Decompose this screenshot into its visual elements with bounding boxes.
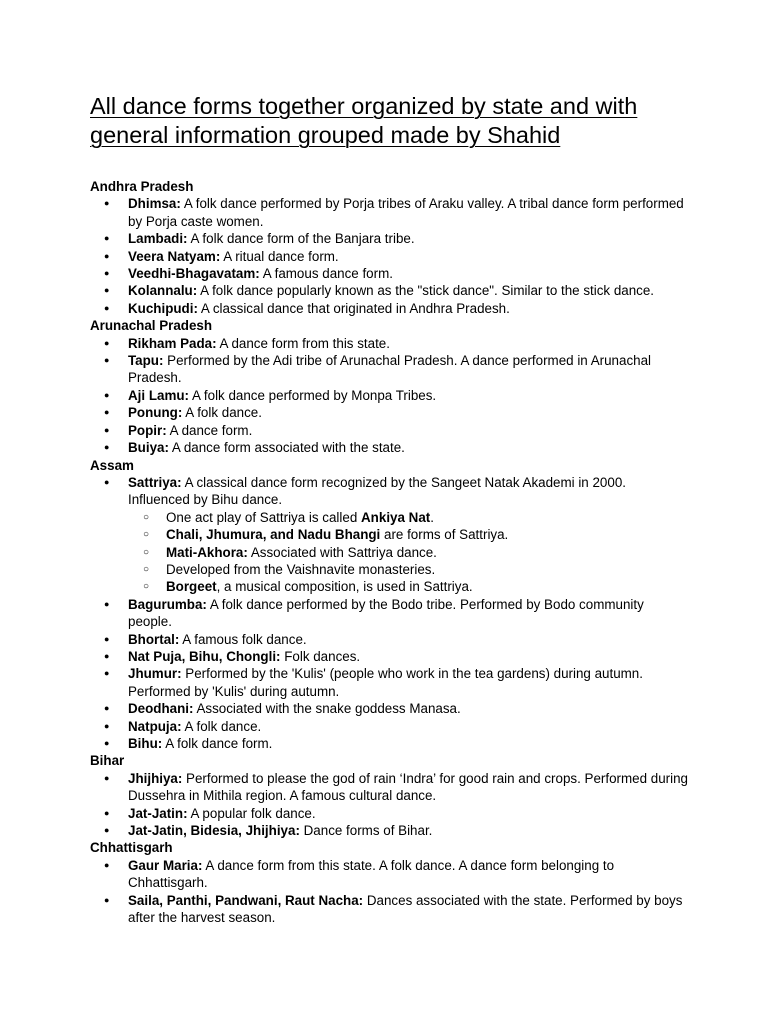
dance-list-item: [90, 822, 690, 839]
sub-item-text: Developed from the Vaishnavite monasteries.: [166, 561, 436, 577]
sub-list-item: [128, 509, 690, 526]
dance-description: A classical dance that originated in Andhra Pradesh.: [197, 300, 510, 316]
dance-description: A folk dance performed by Porja tribes of Araku valley. A tribal dance form performed by Porja caste women.: [128, 196, 684, 229]
dance-list: [90, 770, 690, 840]
dance-list-item: [90, 248, 690, 265]
dance-name: Jat-Jatin:: [128, 805, 188, 821]
state-heading: Bihar: [90, 753, 125, 769]
dance-list-item: [90, 735, 690, 752]
dance-description: A famous folk dance.: [179, 631, 307, 647]
document-page: [90, 92, 690, 926]
dance-name: Natpuja:: [128, 718, 182, 734]
dance-list-item: [90, 857, 690, 892]
state-heading: Assam: [90, 457, 134, 473]
dance-list-item: [90, 648, 690, 665]
dance-name: Deodhani:: [128, 701, 194, 717]
dance-description: Performed to please the god of rain ‘Indra’ for good rain and crops. Performed during Dussehra in Mithila region. A famous cultural dance.: [128, 770, 688, 804]
sub-item-bold-text: Chali, Jhumura, and Nadu Bhangi: [166, 527, 381, 543]
dance-description: A classical dance form recognized by the Sangeet Natak Akademi in 2000. Influenced by Bihu dance.: [128, 474, 626, 508]
dance-list-item: [90, 700, 690, 717]
dance-name: Jat-Jatin, Bidesia, Jhijhiya:: [128, 823, 300, 839]
sub-item-text: .: [430, 509, 434, 525]
dance-name: Kolannalu:: [128, 283, 198, 299]
state-heading: Chhattisgarh: [90, 840, 173, 856]
dance-description: Performed by the Adi tribe of Arunachal Pradesh. A dance performed in Arunachal Pradesh.: [128, 353, 652, 386]
dance-description: A folk dance performed by the Bodo tribe. Performed by Bodo community people.: [128, 596, 644, 630]
dance-description: Dance forms of Bihar.: [299, 823, 433, 839]
dance-description: A dance form.: [166, 422, 253, 438]
dance-name: Bihu:: [128, 736, 163, 751]
dance-list-item: [90, 265, 690, 282]
sub-list-item: [128, 561, 690, 578]
dance-list-item: [90, 770, 690, 805]
dance-list-item: [90, 352, 690, 387]
sub-item-text: are forms of Sattriya.: [380, 527, 509, 543]
dance-name: Veera Natyam:: [128, 248, 221, 264]
dance-description: A dance form associated with the state.: [168, 440, 405, 456]
dance-name: Popir:: [128, 422, 167, 438]
state-heading: Arunachal Pradesh: [90, 318, 213, 334]
dance-description: A folk dance performed by Monpa Tribes.: [189, 387, 437, 403]
dance-name: Bagurumba:: [128, 596, 207, 612]
dance-description: A folk dance form of the Banjara tribe.: [187, 231, 415, 247]
dance-description: A dance form from this state.: [216, 335, 390, 351]
sub-item-text: One act play of Sattriya is called: [166, 509, 362, 525]
dance-list-item: [90, 474, 690, 596]
sub-list: [128, 509, 690, 596]
dance-name: Lambadi:: [128, 231, 188, 247]
dance-list-item: [90, 805, 690, 822]
dance-description: A famous dance form.: [259, 266, 393, 282]
dance-description: Folk dances.: [280, 648, 361, 664]
dance-description: A popular folk dance.: [187, 805, 316, 821]
dance-name: Buiya:: [128, 440, 169, 456]
dance-name: Sattriya:: [128, 474, 182, 490]
sub-item-text: Associated with Sattriya dance.: [247, 544, 437, 560]
dance-list-item: [90, 404, 690, 421]
sub-item-bold-text: Ankiya Nat: [361, 509, 431, 525]
sub-list-item: [128, 578, 690, 595]
dance-description: A folk dance.: [182, 405, 262, 421]
dance-list-item: [90, 892, 690, 927]
dance-name: Ponung:: [128, 405, 183, 421]
dance-name: Jhumur:: [128, 666, 182, 682]
dance-name: Tapu:: [128, 353, 164, 369]
dance-list-item: [90, 422, 690, 439]
dance-name: Jhijhiya:: [128, 770, 183, 786]
dance-description: A folk dance.: [181, 718, 262, 734]
dance-list-item: [90, 335, 690, 352]
dance-name: Saila, Panthi, Pandwani, Raut Nacha:: [128, 892, 364, 908]
dance-description: A folk dance popularly known as the "stick dance". Similar to the stick dance.: [197, 283, 655, 299]
sub-item-text: , a musical composition, is used in Sattriya.: [216, 579, 473, 595]
sub-list-item: [128, 526, 690, 543]
dance-list-item: [90, 282, 690, 299]
dance-description: A dance form from this state. A folk dance. A dance form belonging to Chhattisgarh.: [128, 857, 615, 891]
dance-description: Performed by the 'Kulis' (people who work in the tea gardens) during autumn. Performed by 'Kulis' during autumn.: [128, 666, 643, 699]
dance-name: Rikham Pada:: [128, 335, 217, 351]
dance-list: [90, 195, 690, 317]
dance-name: Gaur Maria:: [128, 857, 203, 873]
dance-name: Dhimsa:: [128, 196, 181, 212]
sub-item-bold-text: Borgeet: [166, 579, 217, 595]
dance-list-item: [90, 195, 690, 230]
dance-name: Kuchipudi:: [128, 300, 198, 316]
dance-name: Veedhi-Bhagavatam:: [128, 266, 260, 282]
dance-name: Aji Lamu:: [128, 387, 190, 403]
sub-item-bold-text: Mati-Akhora:: [166, 544, 248, 560]
state-heading: Andhra Pradesh: [90, 179, 194, 194]
dance-list-item: [90, 230, 690, 247]
sub-list-item: [128, 544, 690, 561]
dance-list-item: [90, 439, 690, 456]
dance-description: A folk dance form.: [162, 736, 273, 751]
dance-name: Bhortal:: [128, 631, 180, 647]
dance-list-item: [90, 387, 690, 404]
dance-list: [90, 474, 690, 753]
dance-list-item: [90, 596, 690, 631]
page-title: All dance forms together organized by state and with general information grouped made by Shahid: [90, 93, 638, 148]
dance-description: A ritual dance form.: [220, 248, 339, 264]
dance-list-item: [90, 631, 690, 648]
dance-list: [90, 335, 690, 457]
dance-list-item: [90, 665, 690, 700]
dance-list-item: [90, 718, 690, 735]
dance-name: Nat Puja, Bihu, Chongli:: [128, 648, 281, 664]
dance-list: [90, 857, 690, 927]
dance-description: Associated with the snake goddess Manasa.: [193, 701, 461, 717]
state-sections: [90, 178, 690, 926]
dance-description: Dances associated with the state. Performed by boys after the harvest season.: [128, 892, 683, 926]
dance-list-item: [90, 300, 690, 317]
